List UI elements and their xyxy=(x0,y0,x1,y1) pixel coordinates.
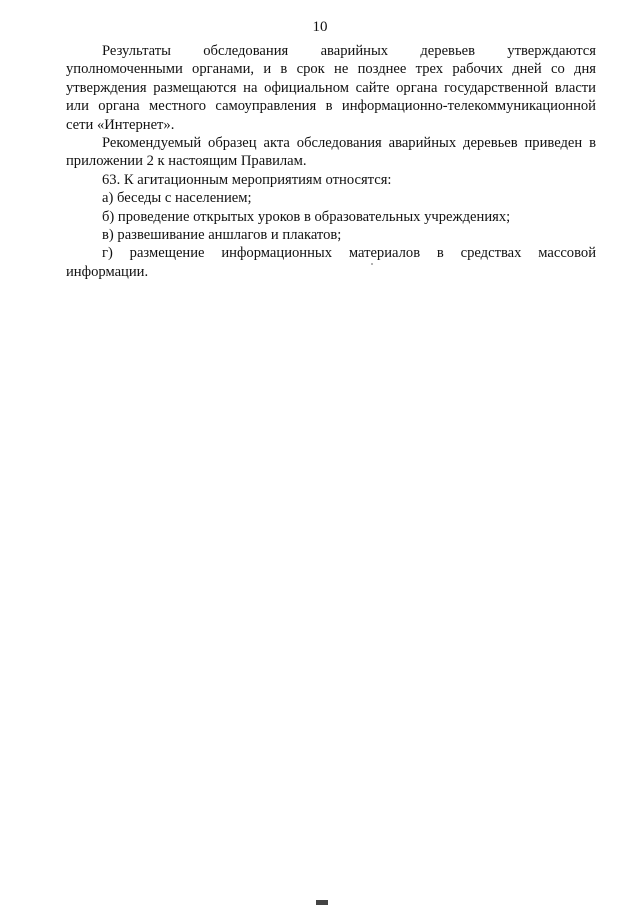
page-number: 10 xyxy=(312,19,328,35)
paragraph-item-63: 63. К агитационным мероприятиям относятся: xyxy=(102,171,392,188)
list-item-a: а) беседы с населением; xyxy=(102,190,252,207)
scan-edge-mark xyxy=(316,900,328,905)
paragraph-recommended-form: Рекомендуемый образец акта обследования аварийных деревьев приведен в приложении 2 к настоящим Правилам. xyxy=(66,135,596,170)
document-body xyxy=(66,42,596,281)
list-item-v: в) развешивание аншлагов и плакатов; xyxy=(102,227,342,244)
scan-speck xyxy=(371,263,373,265)
list-item-g: г) размещение информационных материалов в средствах массовой информации. xyxy=(66,245,596,280)
paragraph-survey-results: Результаты обследования аварийных деревьев утверждаются уполномоченными органами, и в срок не позднее трех рабочих дней со дня утверждения размещаются на официальном сайте органа государственной власти или органа местного самоуправления в информационно-телекоммуникационной сети «Интернет». xyxy=(66,43,596,133)
list-item-b: б) проведение открытых уроков в образовательных учреждениях; xyxy=(102,208,511,225)
